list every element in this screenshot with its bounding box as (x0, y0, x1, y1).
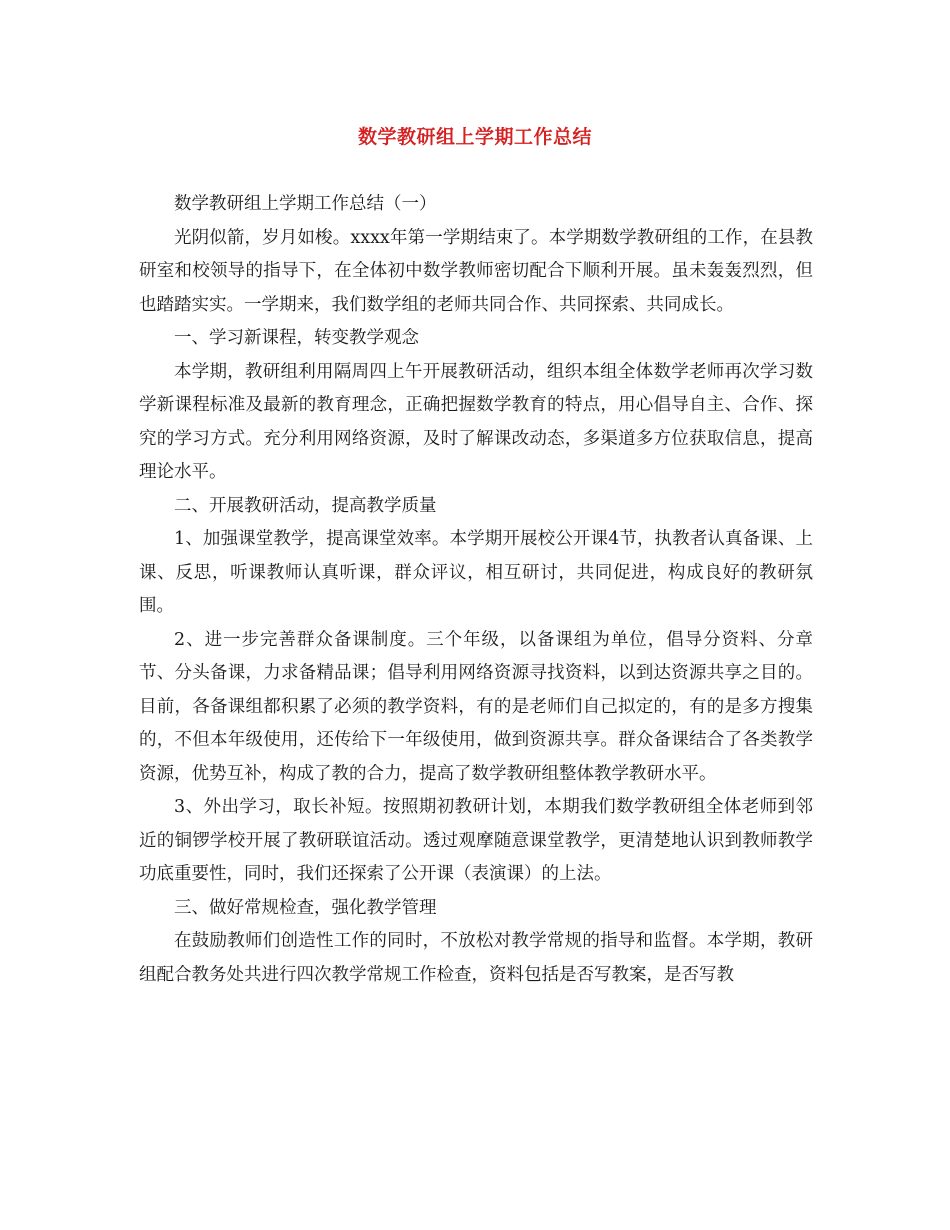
document-body (139, 188, 813, 992)
intro-paragraph: 光阴似箭，岁月如梭。xxxx年第一学期结束了。本学期数学教研组的工作，在县教研室和校领导的指导下，在全体初中数学教师密切配合下顺利开展。虽未轰轰烈烈，但也踏踏实实。一学期来，我们数学组的老师共同合作、共同探索、共同成长。 (139, 227, 813, 315)
section-heading-3: 三、做好常规检查，强化教学管理 (174, 897, 437, 918)
list-item-3: 3、外出学习，取长补短。按照期初教研计划，本期我们数学教研组全体老师到邻近的铜锣学校开展了教研联谊活动。透过观摩随意课堂教学，更清楚地认识到教师教学功底重要性，同时，我们还探索了公开课（表演课）的上法。 (139, 797, 813, 884)
section-paragraph-1: 本学期，教研组利用隔周四上午开展教研活动，组织本组全体数学老师再次学习数学新课程标准及最新的教育理念，正确把握数学教育的特点，用心倡导自主、合作、探究的学习方式。充分利用网络资源，及时了解课改动态，多渠道多方位获取信息，提高理论水平。 (139, 361, 813, 482)
list-item-2: 2、进一步完善群众备课制度。三个年级，以备课组为单位，倡导分资料、分章节、分头备课，力求备精品课；倡导利用网络资源寻找资料，以到达资源共享之目的。目前，各备课组都积累了必须的教学资料，有的是老师们自己拟定的，有的是多方搜集的，不但本年级使用，还传给下一年级使用，做到资源共享。群众备课结合了各类教学资源，优势互补，构成了教的合力，提高了数学教研组整体教学教研水平。 (139, 629, 813, 784)
document-title: 数学教研组上学期工作总结 (357, 126, 592, 148)
section-heading-1: 一、学习新课程，转变教学观念 (174, 328, 419, 348)
list-item-1: 1、加强课堂教学，提高课堂效率。本学期开展校公开课4节，执教者认真备课、上课、反思，听课教师认真听课，群众评议，相互研讨，共同促进，构成良好的教研氛围。 (139, 529, 813, 616)
section-paragraph-3: 在鼓励教师们创造性工作的同时，不放松对教学常规的指导和监督。本学期，教研组配合教务处共进行四次教学常规工作检查，资料包括是否写教案，是否写教 (139, 931, 813, 985)
section-heading-2: 二、开展教研活动，提高教学质量 (174, 495, 437, 516)
subtitle-paragraph: 数学教研组上学期工作总结（一） (174, 194, 437, 214)
